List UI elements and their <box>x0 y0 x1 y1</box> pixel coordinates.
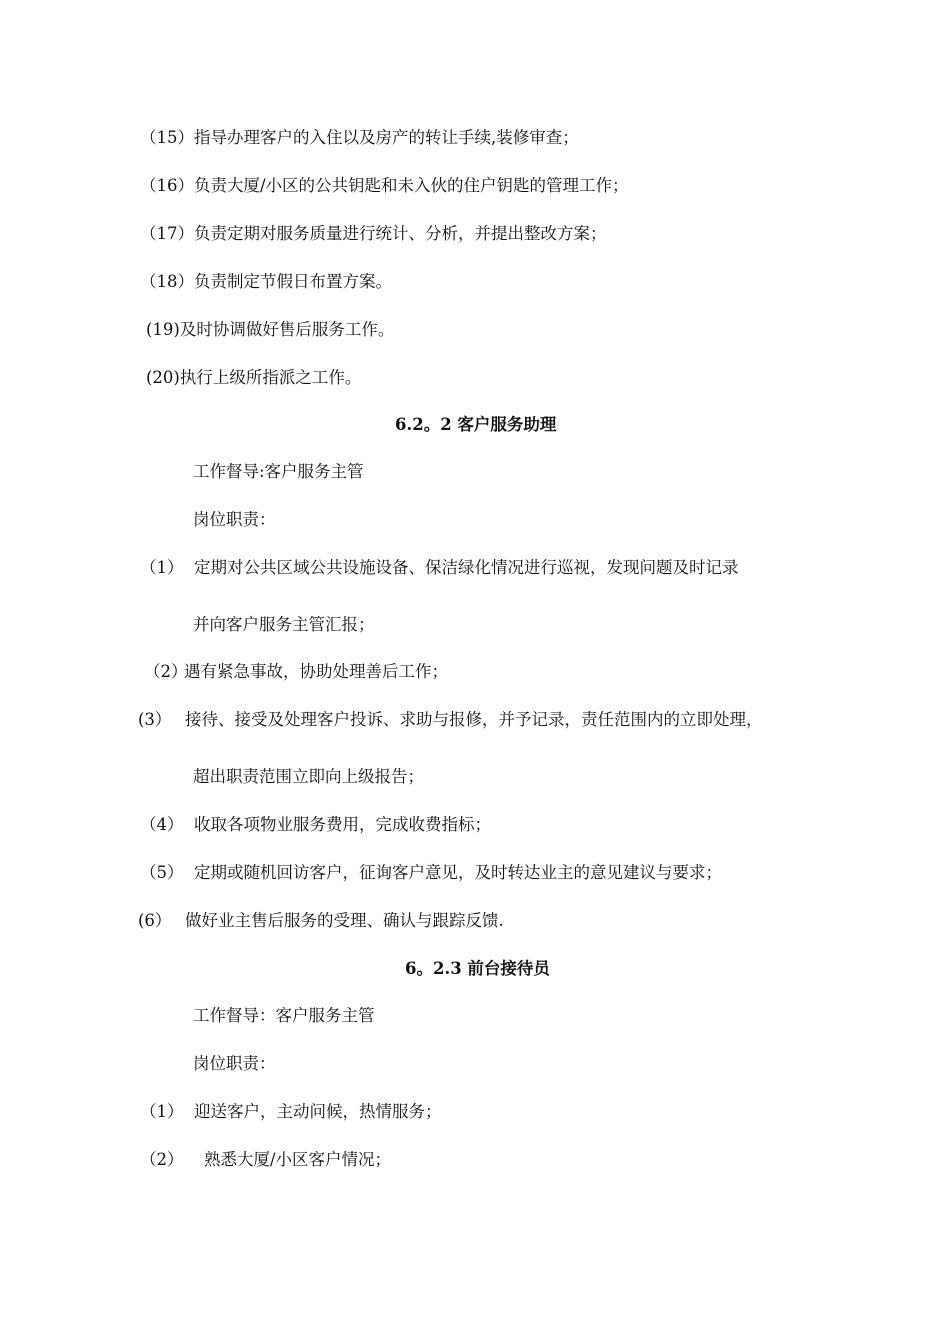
list-item <box>140 175 629 197</box>
item-text: 熟悉大厦/小区客户情况； <box>204 1150 392 1169</box>
item-text: 定期或随机回访客户，征询客户意见，及时转达业主的意见建议与要求； <box>194 863 722 882</box>
list-item <box>138 910 504 932</box>
item-number: （4） <box>140 815 184 834</box>
item-number: (6） <box>138 911 172 930</box>
list-item <box>140 814 491 836</box>
duties-label: 岗位职责： <box>193 1054 276 1073</box>
item-number: （18） <box>140 272 194 291</box>
list-item-continuation: 并向客户服务主管汇报； <box>193 615 375 634</box>
list-item-continuation: 超出职责范围立即向上级报告； <box>193 767 424 786</box>
item-text: 负责制定节假日布置方案。 <box>194 272 392 291</box>
item-text: 负责定期对服务质量进行统计、分析，并提出整改方案； <box>194 224 607 243</box>
item-number: （1） <box>140 1102 184 1121</box>
item-number: （15） <box>140 128 194 147</box>
list-item <box>140 223 607 245</box>
supervisor-line: 工作督导：客户服务主管 <box>193 1006 375 1025</box>
list-item <box>140 1101 442 1123</box>
item-text: 定期对公共区域公共设施设备、保洁绿化情况进行巡视，发现问题及时记录 <box>194 558 739 577</box>
item-number: （5） <box>140 863 184 882</box>
list-item <box>146 319 394 341</box>
item-text: 指导办理客户的入住以及房产的转让手续,装修审查； <box>194 128 579 147</box>
item-number: （1） <box>140 558 184 577</box>
item-text: 及时协调做好售后服务工作。 <box>179 320 395 339</box>
duties-label: 岗位职责： <box>193 510 276 529</box>
item-number: (3） <box>138 710 172 729</box>
list-item <box>140 1149 391 1171</box>
list-item <box>140 127 579 149</box>
list-item <box>140 557 739 579</box>
item-number: （17） <box>140 224 194 243</box>
item-text: 做好业主售后服务的受理、确认与跟踪反馈. <box>185 911 504 930</box>
section-heading: 6.2。2 客户服务助理 <box>395 415 557 434</box>
section-heading: 6。2.3 前台接待员 <box>405 959 550 978</box>
item-text: 迎送客户，主动问候，热情服务； <box>194 1102 442 1121</box>
item-number: (19) <box>146 320 180 339</box>
item-number: (20) <box>146 368 180 387</box>
item-number: （2） <box>140 1150 184 1169</box>
list-item <box>140 271 392 293</box>
supervisor-line: 工作督导:客户服务主管 <box>193 462 364 481</box>
item-text: 遇有紧急事故，协助处理善后工作； <box>184 662 448 681</box>
item-number: （2） <box>144 662 188 681</box>
item-text: 执行上级所指派之工作。 <box>179 368 362 387</box>
list-item <box>144 661 448 683</box>
item-text: 收取各项物业服务费用，完成收费指标； <box>194 815 491 834</box>
item-text: 负责大厦/小区的公共钥匙和未入伙的住户钥匙的管理工作； <box>194 176 629 195</box>
item-text: 接待、接受及处理客户投诉、求助与报修，并予记录，责任范围内的立即处理， <box>185 710 763 729</box>
item-number: （16） <box>140 176 194 195</box>
list-item <box>138 709 763 731</box>
list-item <box>146 367 361 389</box>
list-item <box>140 862 722 884</box>
